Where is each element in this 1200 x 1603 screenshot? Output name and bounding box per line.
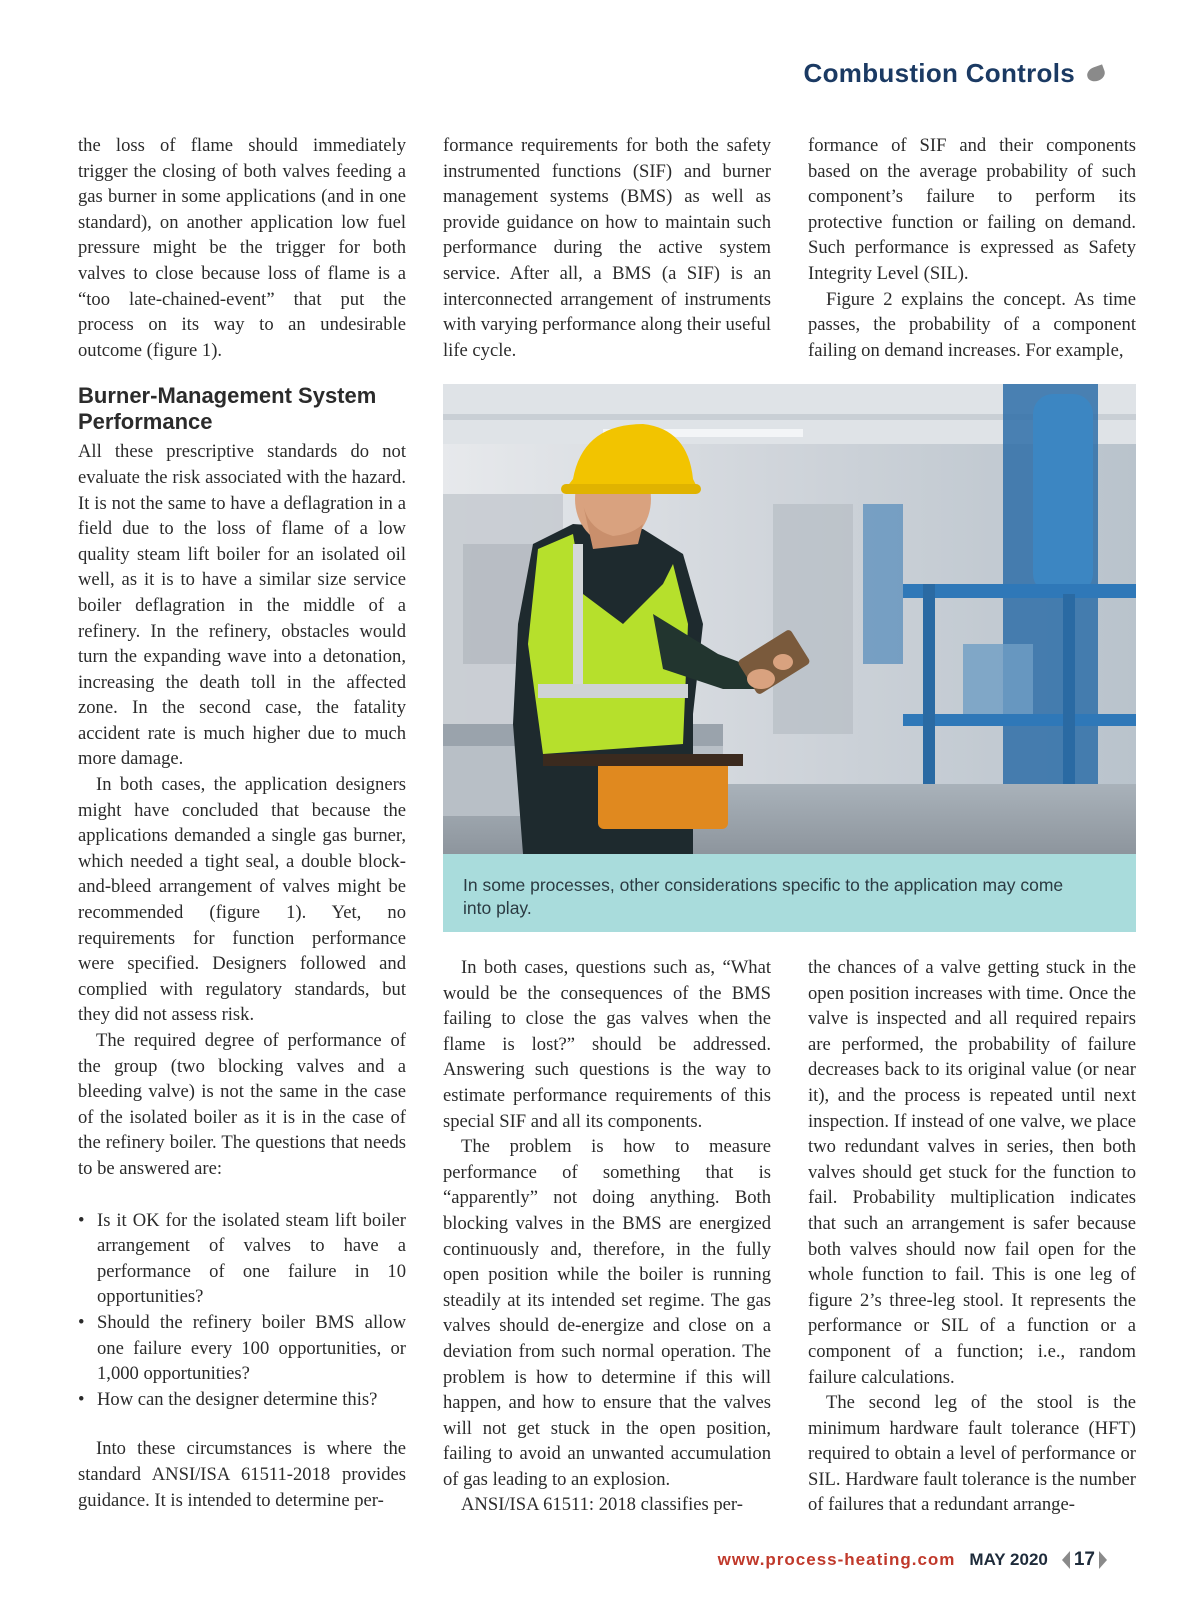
page-number-value: 17 — [1073, 1549, 1095, 1570]
section-header — [804, 58, 1105, 89]
paragraph: Figure 2 explains the concept. As time passes, the probability of a component failing on demand increases. For example, — [808, 288, 1136, 361]
paragraph: In both cases, the application designers might have concluded that because the applications demanded a single gas burner, which needed a tight seal, a double block-and-bleed arrangement of valves might be recommended (figure 1). Yet, no requirements for function performance were specified. Designers followed and complied with regulatory standards, but they did not assess risk. — [78, 774, 406, 1026]
worker-photo — [443, 384, 1136, 854]
paragraph: Into these circumstances is where the standard ANSI/ISA 61511-2018 provides guidance. It is intended to determine per- — [78, 1438, 406, 1511]
column-1 — [78, 133, 406, 1513]
column-3-top — [808, 133, 1136, 363]
figure-photo — [443, 384, 1136, 932]
industrial-worker-image — [443, 384, 1136, 854]
paragraph: the loss of flame should immediately trigger the closing of both valves feeding a gas burner in some applications (and in one standard), on another application low fuel pressure might be the trigger for both valves to close because loss of flame is a “too late-chained-event” that put the process on its way to an undesirable outcome (figure 1). — [78, 135, 406, 361]
list-item: • How can the designer determine this? — [78, 1387, 406, 1413]
arrow-left-icon — [1062, 1551, 1070, 1569]
photo-caption: In some processes, other considerations specific to the application may come into play. — [443, 854, 1136, 932]
footer-url-link[interactable]: www.process-heating.com — [717, 1550, 956, 1569]
paragraph: formance of SIF and their components based on the average probability of such component’s failure to perform its protective function or failing on demand. Such performance is expressed as Safety Integrity Level (SIL). — [808, 135, 1136, 284]
paragraph: The problem is how to measure performance of something that is “apparently” not doing anything. Both blocking valves in the BMS are energized continuously and, therefore, in the fully open position while the boiler is running steadily at its intended set regime. The gas valves should de-energize and close on a deviation from such normal operation. The problem is how to determine if this will happen, and how to ensure that the valves will not get stuck in the open position, failing to avoid an unwanted accumulation of gas leading to an explosion. — [443, 1136, 771, 1490]
list-item: • Is it OK for the isolated steam lift boiler arrangement of valves to have a performance of one failure in 10 opportunities? — [78, 1208, 406, 1310]
paragraph: All these prescriptive standards do not evaluate the risk associated with the hazard. It is not the same to have a deflagration in a field due to the loss of flame of a low quality steam lift boiler for an isolated oil well, as it is to have a similar size service boiler deflagration in the middle of a refinery. In the refinery, obstacles would turn the expanding wave into a detonation, increasing the death toll in the affected zone. In the second case, the fatality accident rate is much higher due to much more damage. — [78, 441, 406, 770]
paragraph: ANSI/ISA 61511: 2018 classifies per- — [461, 1494, 743, 1516]
column-2-bottom — [443, 955, 771, 1518]
page-number — [1062, 1549, 1107, 1571]
section-marker-icon — [1085, 64, 1107, 83]
section-heading: Burner-Management System Performance — [78, 383, 377, 435]
paragraph: The required degree of performance of the group (two blocking valves and a bleeding valve) is not the same in the case of the isolated boiler as it is in the case of the refinery boiler. The questions that needs to be answered are: — [78, 1030, 406, 1179]
column-3-bottom — [808, 955, 1136, 1518]
paragraph: the chances of a valve getting stuck in the open position increases with time. Once the valve is inspected and all required repairs are performed, the probability of failure decreases back to its original value (or near it), and the process is repeated until next inspection. If instead of one valve, we place two redundant valves in series, then both valves should get stuck for the function to fail. Probability multiplication indicates that such an arrangement is safer because both valves should now fail open for the whole function to fail. This is one leg of figure 2’s three-leg stool. It represents the performance or SIL of a function or a component of a function; i.e., random failure calculations. — [808, 957, 1136, 1388]
arrow-right-icon — [1099, 1551, 1107, 1569]
list-item: • Should the refinery boiler BMS allow one failure every 100 opportunities, or 1,000 opportunities? — [78, 1310, 406, 1387]
section-title: Combustion Controls — [803, 58, 1075, 88]
page-footer — [718, 1549, 1107, 1571]
paragraph: The second leg of the stool is the minimum hardware fault tolerance (HFT) required to obtain a level of performance or SIL. Hardware fault tolerance is the number of failures that a redundant arrange- — [808, 1392, 1136, 1516]
paragraph: In both cases, questions such as, “What would be the consequences of the BMS failing to close the gas valves when the flame is lost?” should be addressed. Answering such questions is the way to estimate performance requirements of this special SIF and all its components. — [443, 957, 771, 1132]
issue-date: MAY 2020 — [969, 1550, 1048, 1569]
question-list — [78, 1208, 406, 1413]
column-2-top — [443, 133, 771, 363]
paragraph: formance requirements for both the safety instrumented functions (SIF) and burner management systems (BMS) as well as provide guidance on how to maintain such performance during the active system service. After all, a BMS (a SIF) is an interconnected arrangement of instruments with varying performance along their useful life cycle. — [443, 135, 771, 361]
